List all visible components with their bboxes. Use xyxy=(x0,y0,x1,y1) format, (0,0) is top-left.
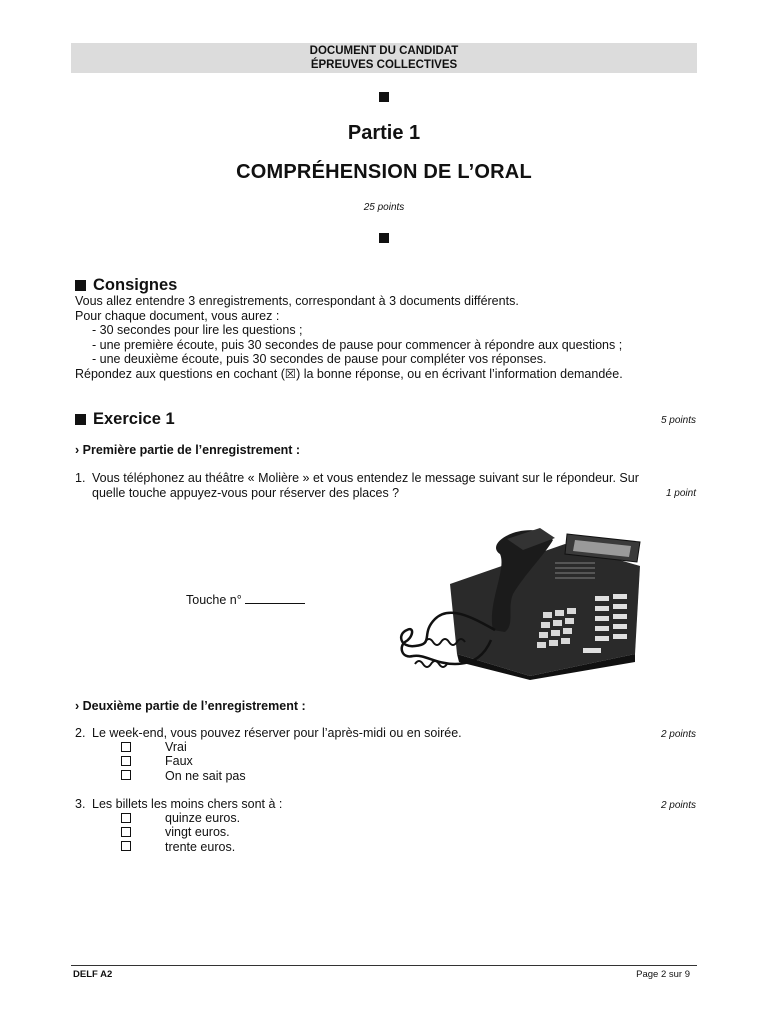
option-label: vingt euros. xyxy=(165,825,230,840)
consignes-line: Répondez aux questions en cochant (☒) la bonne réponse, ou en écrivant l’information demandée. xyxy=(75,366,623,381)
question-3-text: Les billets les moins chers sont à : xyxy=(92,797,283,811)
question-2-points: 2 points xyxy=(660,729,696,740)
option-row[interactable] xyxy=(121,769,246,783)
header-line-1: DOCUMENT DU CANDIDAT xyxy=(309,45,459,57)
option-row[interactable] xyxy=(121,840,240,854)
question-number: 1. xyxy=(75,471,86,485)
checkbox[interactable] xyxy=(121,770,131,780)
consignes-line: - une première écoute, puis 30 secondes de pause pour commencer à répondre aux questions ; xyxy=(92,337,623,352)
question-number: 2. xyxy=(75,726,86,740)
exercise-points: 5 points xyxy=(660,415,696,426)
document-header xyxy=(71,43,697,73)
part-label: Partie 1 xyxy=(347,122,421,144)
consignes-heading-text: Consignes xyxy=(93,276,178,294)
exercise-heading xyxy=(75,410,175,429)
checkbox[interactable] xyxy=(121,756,131,766)
consignes-heading xyxy=(75,276,177,295)
part2-heading: › Deuxième partie de l’enregistrement : xyxy=(75,699,306,713)
option-label: quinze euros. xyxy=(165,811,241,825)
touche-label: Touche n° xyxy=(186,593,242,607)
square-bullet-icon xyxy=(75,414,86,425)
question-2-text: Le week-end, vous pouvez réserver pour l’après-midi ou en soirée. xyxy=(92,726,462,740)
part-title: COMPRÉHENSION DE L’ORAL xyxy=(236,161,532,183)
footer-exam-label: DELF A2 xyxy=(73,969,113,980)
question-1-line: quelle touche appuyez-vous pour réserver des places ? xyxy=(92,485,400,500)
question-3-options xyxy=(121,811,240,854)
footer-page-number: Page 2 sur 9 xyxy=(636,969,690,980)
header-line-2: ÉPREUVES COLLECTIVES xyxy=(310,59,458,71)
checkbox[interactable] xyxy=(121,742,131,752)
checkbox[interactable] xyxy=(121,841,131,851)
exercise-heading-text: Exercice 1 xyxy=(93,410,175,428)
consignes-body xyxy=(75,294,715,382)
checkbox[interactable] xyxy=(121,827,131,837)
question-1-text xyxy=(92,471,672,500)
option-label: Faux xyxy=(165,754,193,769)
consignes-line: - 30 secondes pour lire les questions ; xyxy=(92,323,303,338)
consignes-line: Pour chaque document, vous aurez : xyxy=(75,308,280,323)
option-label: On ne sait pas xyxy=(165,768,246,783)
option-row[interactable] xyxy=(121,811,240,825)
footer-divider xyxy=(71,965,697,966)
square-bullet-icon xyxy=(75,280,86,291)
telephone-image xyxy=(395,514,645,680)
option-row[interactable] xyxy=(121,825,240,839)
question-1-line: Vous téléphonez au théâtre « Molière » et vous entendez le message suivant sur le répondeur. Sur xyxy=(92,471,639,485)
question-number: 3. xyxy=(75,797,86,811)
option-label: Vrai xyxy=(165,740,187,754)
question-3-points: 2 points xyxy=(660,800,696,811)
question-1-points: 1 point xyxy=(665,488,696,499)
question-2-options xyxy=(121,740,246,783)
option-label: trente euros. xyxy=(165,839,236,854)
option-row[interactable] xyxy=(121,740,246,754)
consignes-line: Vous allez entendre 3 enregistrements, correspondant à 3 documents différents. xyxy=(75,294,519,308)
square-bullet-icon xyxy=(379,92,389,102)
part-points: 25 points xyxy=(363,202,405,213)
option-row[interactable] xyxy=(121,754,246,768)
touche-answer xyxy=(186,592,305,608)
checkbox[interactable] xyxy=(121,813,131,823)
answer-blank[interactable] xyxy=(245,592,305,604)
part1-heading: › Première partie de l’enregistrement : xyxy=(75,443,301,457)
square-bullet-icon xyxy=(379,233,389,243)
consignes-line: - une deuxième écoute, puis 30 secondes de pause pour compléter vos réponses. xyxy=(92,352,547,367)
